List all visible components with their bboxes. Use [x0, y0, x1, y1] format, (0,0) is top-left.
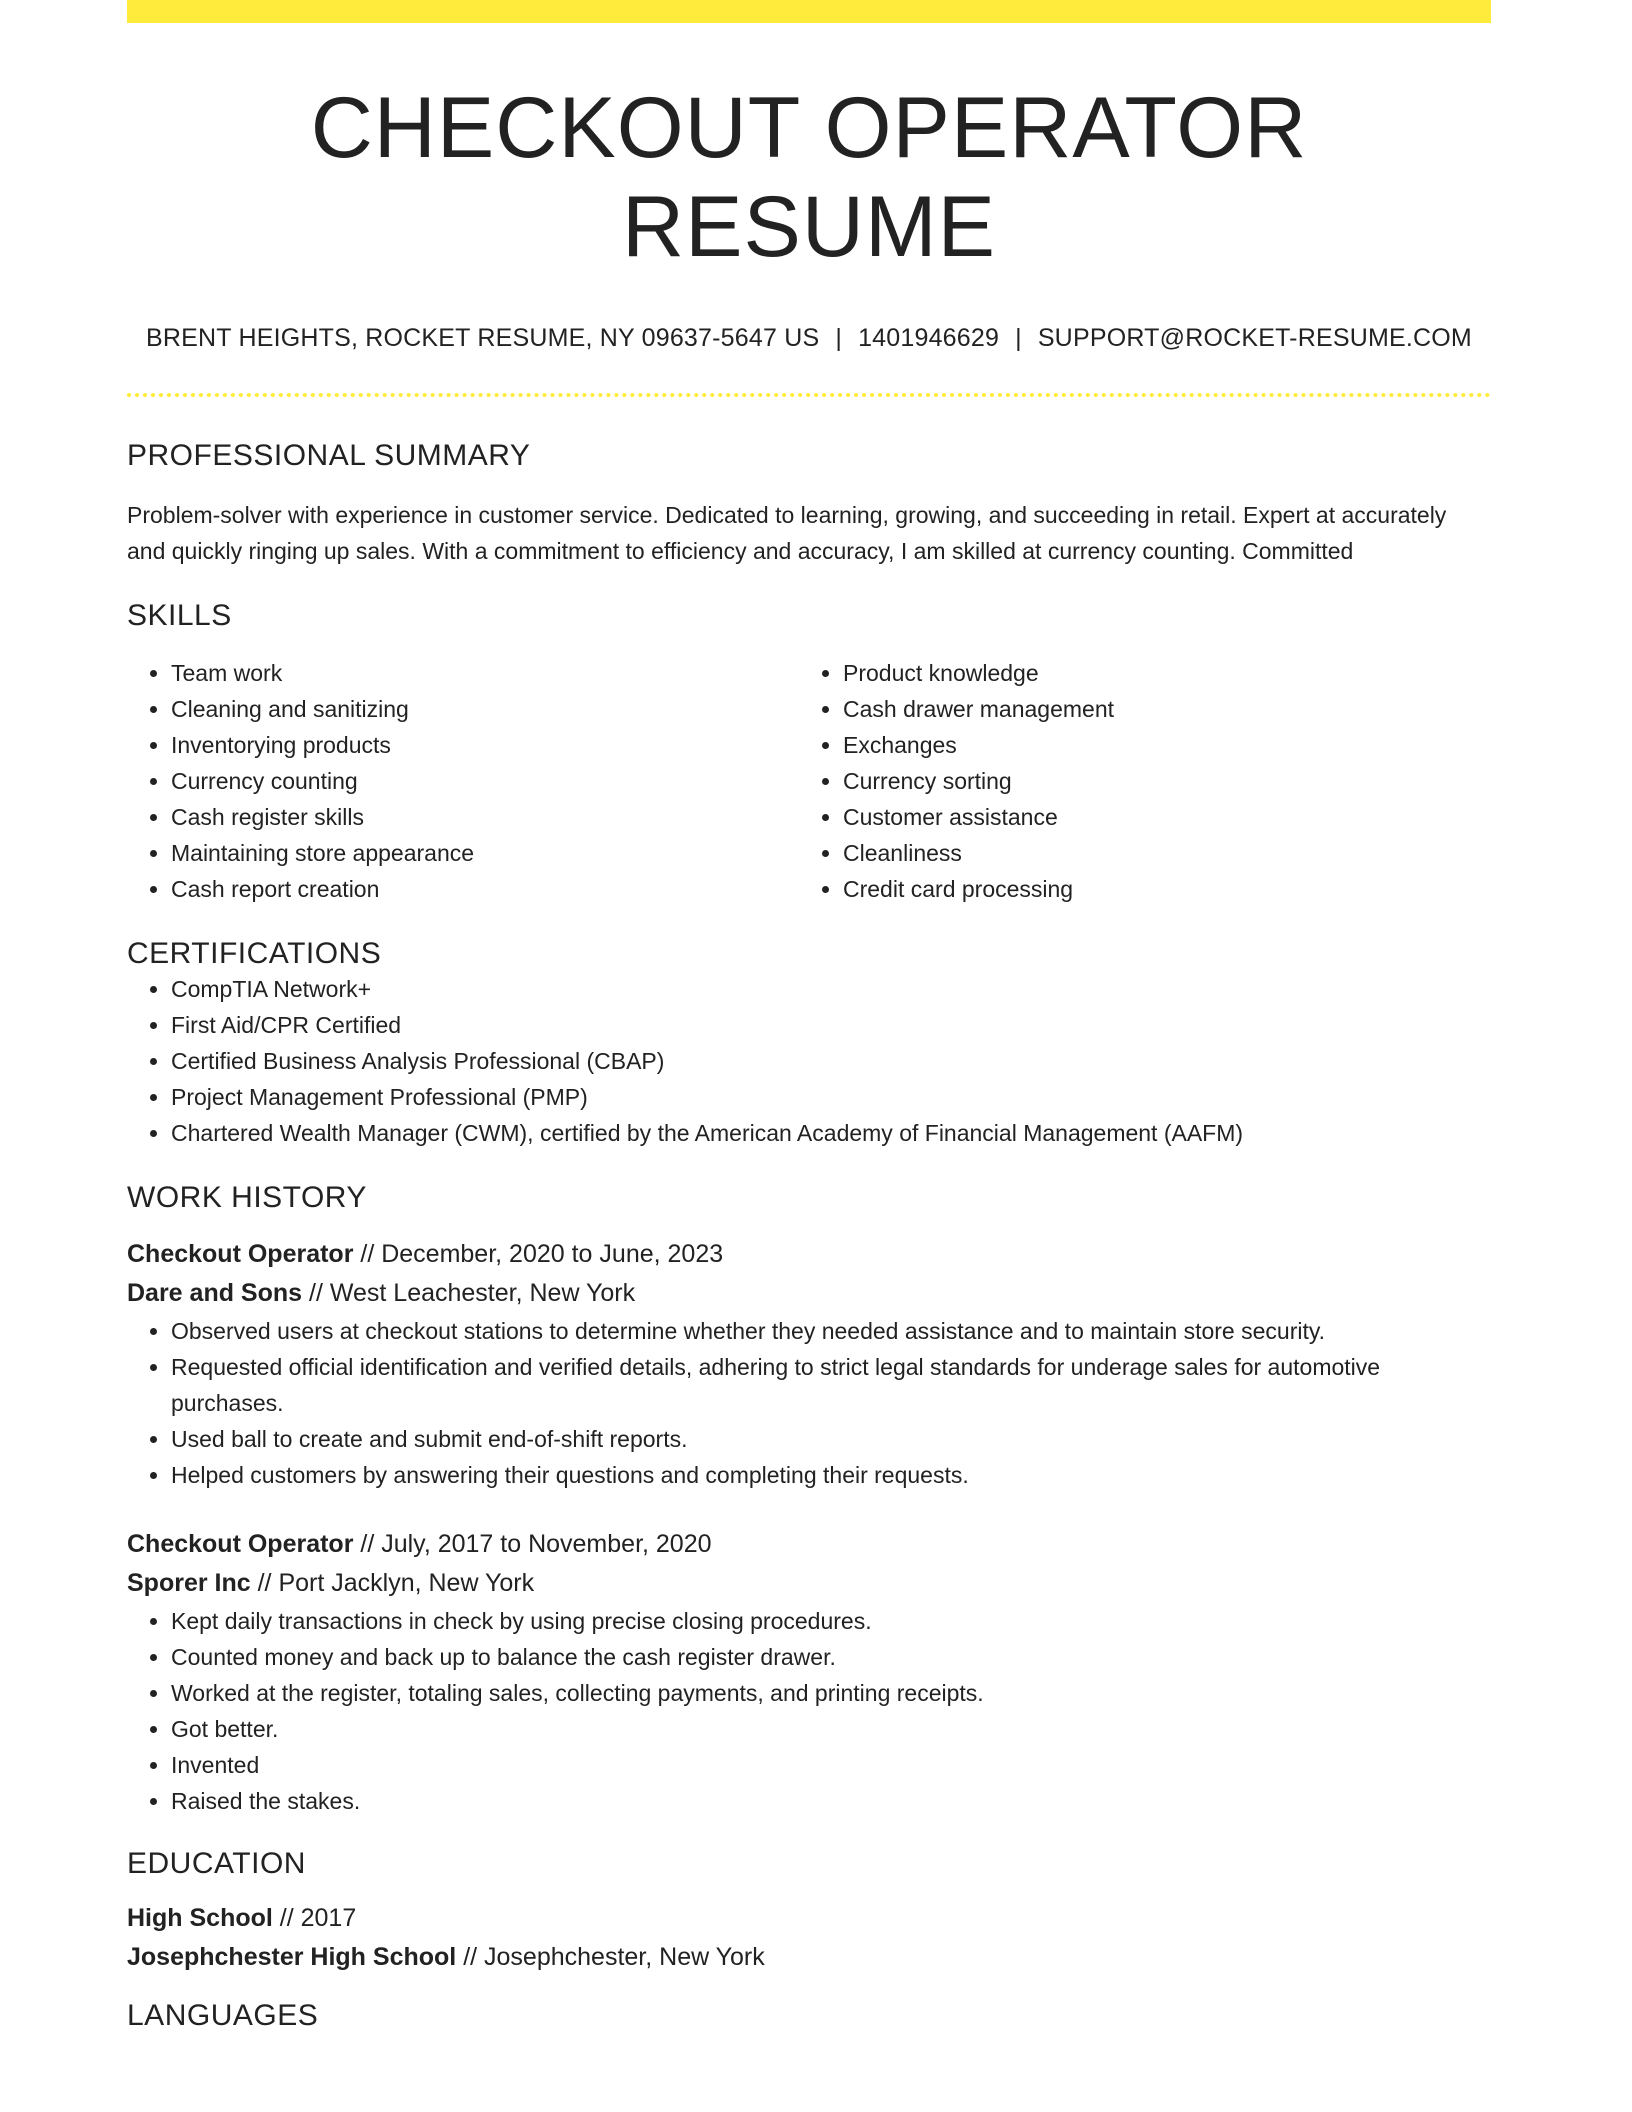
education-location: // Josephchester, New York	[456, 1942, 765, 1971]
job-company-line	[127, 1274, 1491, 1313]
dotted-divider	[127, 393, 1491, 397]
skills-column-right	[799, 655, 1471, 907]
education-school: Josephchester High School	[127, 1942, 457, 1971]
job-bullet: • Kept daily transactions in check by using precise closing procedures.	[171, 1603, 1491, 1639]
job-title: Checkout Operator	[127, 1239, 354, 1268]
skill-item: • Cash register skills	[171, 799, 799, 835]
skill-item: • Exchanges	[843, 727, 1471, 763]
certification-item: • CompTIA Network+	[171, 971, 1491, 1007]
skills-heading: SKILLS	[127, 598, 232, 632]
certification-item: • Certified Business Analysis Professional (CBAP)	[171, 1043, 1491, 1079]
education-school-line	[127, 1938, 1491, 1977]
certification-item: • Chartered Wealth Manager (CWM), certified by the American Academy of Financial Management (AAFM)	[171, 1115, 1491, 1151]
skill-item: • Currency counting	[171, 763, 799, 799]
work-history-heading: WORK HISTORY	[127, 1180, 367, 1214]
job-company: Sporer Inc	[127, 1568, 251, 1597]
contact-address: BRENT HEIGHTS, ROCKET RESUME, NY 09637-5647 US	[146, 323, 820, 352]
contact-separator: |	[835, 323, 843, 352]
job-dates: // December, 2020 to June, 2023	[353, 1239, 724, 1268]
skill-item: • Inventorying products	[171, 727, 799, 763]
job-bullet: • Invented	[171, 1747, 1491, 1783]
skill-item: • Maintaining store appearance	[171, 835, 799, 871]
job-company-line	[127, 1564, 1491, 1603]
resume-title: CHECKOUT OPERATOR RESUME	[310, 80, 1308, 275]
skills-column-left	[127, 655, 799, 907]
job-bullet: • Used ball to create and submit end-of-shift reports.	[171, 1421, 1491, 1457]
skill-item: • Cash report creation	[171, 871, 799, 907]
skills-list-right	[799, 655, 1471, 907]
education-heading: EDUCATION	[127, 1846, 306, 1880]
job-bullet: • Counted money and back up to balance the cash register drawer.	[171, 1639, 1491, 1675]
job-location: // West Leachester, New York	[302, 1278, 636, 1307]
skill-item: • Customer assistance	[843, 799, 1471, 835]
job-location: // Port Jacklyn, New York	[250, 1568, 535, 1597]
education-degree-line	[127, 1899, 1491, 1938]
job-bullet: • Raised the stakes.	[171, 1783, 1491, 1819]
job-dates: // July, 2017 to November, 2020	[353, 1529, 712, 1558]
contact-line	[127, 324, 1491, 353]
certification-item: • Project Management Professional (PMP)	[171, 1079, 1491, 1115]
skill-item: • Cleanliness	[843, 835, 1471, 871]
certifications-heading: CERTIFICATIONS	[127, 936, 382, 970]
job-bullet: • Observed users at checkout stations to determine whether they needed assistance and to maintain store security.	[171, 1313, 1491, 1349]
education-entry	[127, 1899, 1491, 1977]
job-title-line	[127, 1525, 1491, 1564]
accent-top-bar	[127, 0, 1491, 23]
education-degree: High School	[127, 1903, 273, 1932]
contact-separator: |	[1015, 323, 1022, 352]
education-year: // 2017	[272, 1903, 357, 1932]
certification-item: • First Aid/CPR Certified	[171, 1007, 1491, 1043]
resume-page	[127, 0, 1491, 2033]
skill-item: • Currency sorting	[843, 763, 1471, 799]
job-entry	[127, 1235, 1491, 1493]
skill-item: • Cleaning and sanitizing	[171, 691, 799, 727]
contact-phone: 1401946629	[858, 323, 1000, 352]
contact-email: SUPPORT@ROCKET-RESUME.COM	[1037, 323, 1472, 352]
summary-text: Problem-solver with experience in customer service. Dedicated to learning, growing, and succeeding in retail. Expert at accurately and quickly ringing up sales. With a commitment to efficiency and accuracy, I am skilled at currency counting. Committed	[127, 501, 1447, 564]
summary-heading: PROFESSIONAL SUMMARY	[127, 438, 531, 472]
job-bullet-list	[127, 1603, 1491, 1819]
languages-heading: LANGUAGES	[127, 1998, 319, 2032]
skills-grid	[127, 655, 1491, 907]
skill-item: • Credit card processing	[843, 871, 1471, 907]
job-bullet: • Worked at the register, totaling sales, collecting payments, and printing receipts.	[171, 1675, 1491, 1711]
job-bullet: • Got better.	[171, 1711, 1491, 1747]
skill-item: • Product knowledge	[843, 655, 1471, 691]
job-bullet-list	[127, 1313, 1491, 1493]
certifications-list	[127, 971, 1491, 1151]
skill-item: • Team work	[171, 655, 799, 691]
job-company: Dare and Sons	[127, 1278, 303, 1307]
job-title-line	[127, 1235, 1491, 1274]
job-bullet: • Requested official identification and verified details, adhering to strict legal standards for underage sales for automotive purchases.	[171, 1349, 1491, 1421]
skill-item: • Cash drawer management	[843, 691, 1471, 727]
job-title: Checkout Operator	[127, 1529, 354, 1558]
job-bullet: • Helped customers by answering their questions and completing their requests.	[171, 1457, 1491, 1493]
job-entry	[127, 1525, 1491, 1819]
skills-list-left	[127, 655, 799, 907]
